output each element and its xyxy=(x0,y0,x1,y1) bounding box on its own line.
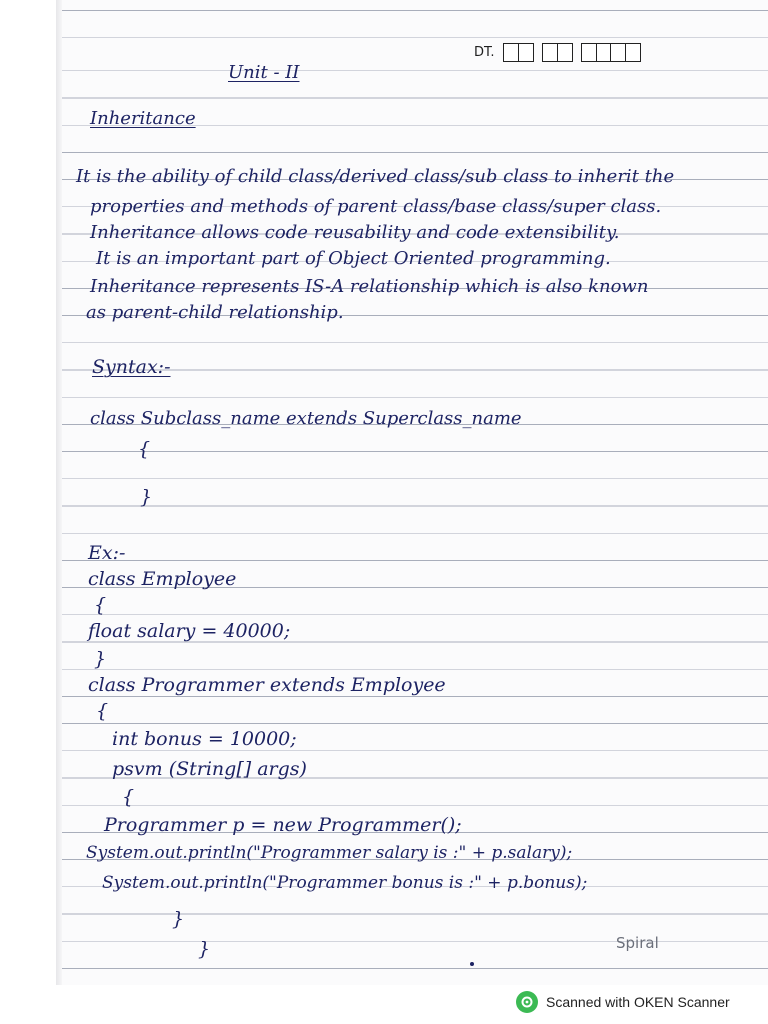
unit-title: Unit - II xyxy=(228,62,300,83)
paragraph-line-6: as parent-child relationship. xyxy=(86,302,344,323)
code-line: } xyxy=(198,938,211,960)
example-heading: Ex:- xyxy=(88,542,126,564)
date-day-boxes xyxy=(505,43,534,62)
syntax-line: class Subclass_name extends Superclass_name xyxy=(90,408,522,429)
paragraph-line-4: It is an important part of Object Oriented programming. xyxy=(96,248,611,269)
paragraph-line-1: It is the ability of child class/derived class/sub class to inherit the xyxy=(76,166,675,187)
paragraph-line-5: Inheritance represents IS-A relationship which is also known xyxy=(90,276,649,297)
code-line: { xyxy=(94,594,107,616)
syntax-close-brace: } xyxy=(140,486,153,508)
code-line: int bonus = 10000; xyxy=(112,728,297,750)
ink-dot xyxy=(470,962,474,966)
date-field xyxy=(474,40,641,64)
date-prefix: DT. xyxy=(474,44,495,60)
oken-scanner-logo-icon xyxy=(516,991,538,1013)
date-year-boxes xyxy=(583,43,641,62)
code-line: float salary = 40000; xyxy=(88,620,291,642)
code-line: Programmer p = new Programmer(); xyxy=(104,814,462,836)
code-line: } xyxy=(94,648,107,670)
topic-heading: Inheritance xyxy=(90,108,196,129)
scanner-watermark xyxy=(516,990,730,1014)
scanner-text: Scanned with OKEN Scanner xyxy=(546,994,730,1010)
code-line: class Programmer extends Employee xyxy=(88,674,446,696)
code-line: System.out.println("Programmer bonus is :" + p.bonus); xyxy=(102,873,588,893)
notebook-brand: Spiral xyxy=(616,934,659,952)
code-line: { xyxy=(96,700,109,722)
paragraph-line-3: Inheritance allows code reusability and code extensibility. xyxy=(90,222,620,243)
code-line: { xyxy=(122,786,135,808)
code-line: } xyxy=(172,908,185,930)
paragraph-line-2: properties and methods of parent class/base class/super class. xyxy=(90,196,662,217)
date-month-boxes xyxy=(544,43,573,62)
code-line: class Employee xyxy=(88,568,237,590)
syntax-heading: Syntax:- xyxy=(92,356,171,378)
code-line: System.out.println("Programmer salary is :" + p.salary); xyxy=(86,843,573,863)
syntax-open-brace: { xyxy=(138,438,151,460)
code-line: psvm (String[] args) xyxy=(112,758,307,780)
